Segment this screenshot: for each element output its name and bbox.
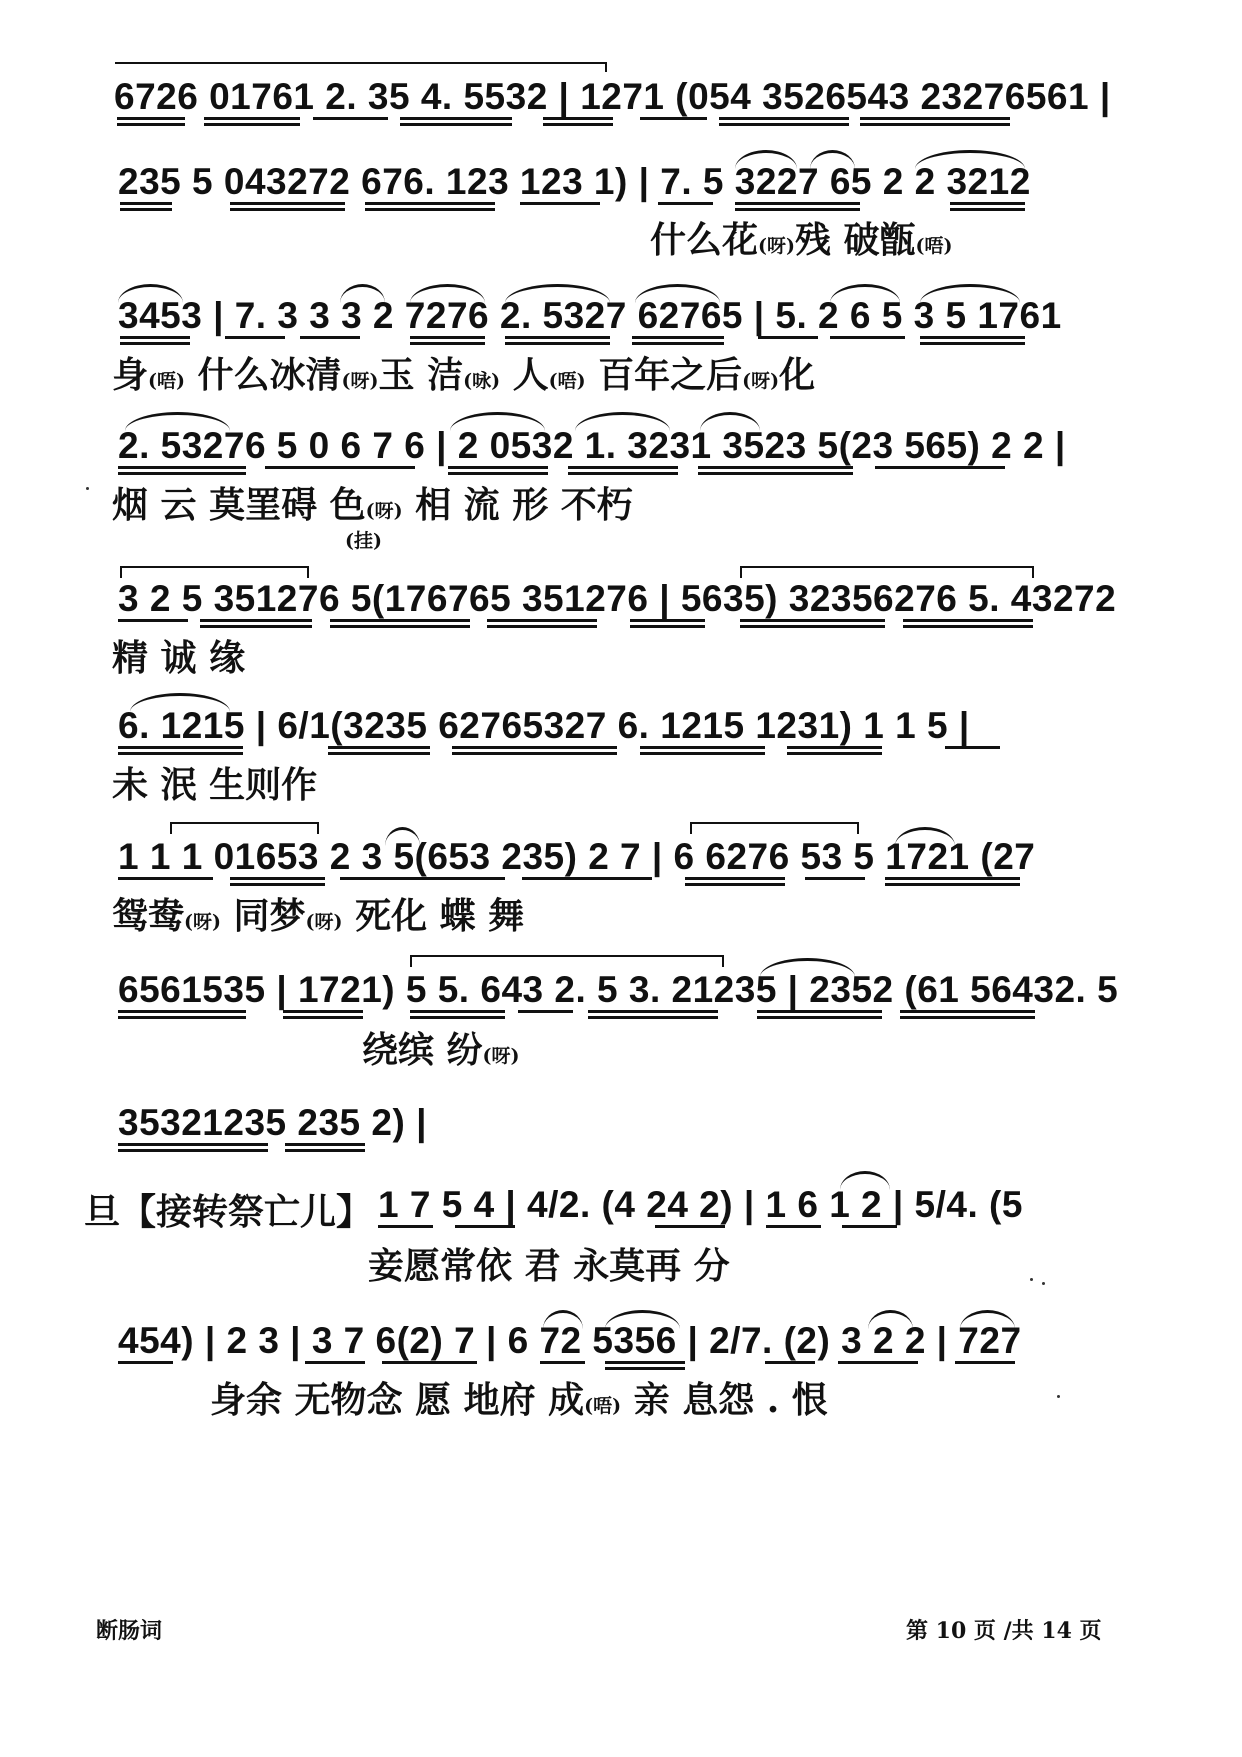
lyric-line (112, 895, 525, 937)
underline (365, 208, 495, 211)
underline (118, 746, 243, 749)
underline (365, 202, 495, 205)
underline (230, 883, 325, 886)
underline (200, 619, 312, 622)
underline (885, 877, 1020, 880)
underline (487, 619, 597, 622)
underline (945, 746, 1000, 749)
scan-speck (1057, 1395, 1060, 1398)
lyric-line (362, 1029, 520, 1071)
underline (487, 625, 597, 628)
lyric-text: 身余 无物念 愿 地府 成(唔) 亲 息怨 . 恨 (210, 1379, 828, 1421)
underline (719, 117, 849, 120)
underline (630, 625, 705, 628)
underline (452, 746, 617, 749)
lyric-line (112, 764, 318, 806)
underline (265, 466, 415, 469)
underline (117, 117, 185, 120)
lyric-text: 妾愿常依 君 永莫再 分 (368, 1245, 730, 1287)
notation-line (118, 297, 1062, 334)
underline (328, 746, 430, 749)
lyric-text: 绕缤 纷(呀) (362, 1029, 520, 1071)
notation-text: 3 2 5 351276 5(176765 351276 | 5635) 32356276 5. 43272 (118, 578, 1117, 619)
notation-line (118, 1104, 427, 1141)
underline (698, 472, 853, 475)
underline (735, 208, 860, 211)
underline (698, 466, 853, 469)
tie-bracket (115, 62, 607, 72)
underline (838, 1361, 918, 1364)
notation-text: 1 1 1 01653 2 3 5(653 235) 2 7 | 6 6276 53 5 1721 (27 (118, 836, 1036, 877)
underline (805, 877, 865, 880)
lyric-text: 鸳鸯(呀) 同梦(呀) 死化 蝶 舞 (112, 895, 525, 937)
underline (955, 1361, 1015, 1364)
underline (842, 1225, 897, 1228)
underline (200, 625, 312, 628)
notation-line (118, 971, 1118, 1008)
underline (410, 1016, 505, 1019)
underline (540, 1361, 585, 1364)
tie-bracket (120, 566, 309, 578)
scan-speck (1030, 1278, 1033, 1281)
lyric-line (210, 1379, 828, 1421)
underline (685, 877, 785, 880)
underline (787, 746, 882, 749)
notation-line (118, 163, 1031, 200)
notation-text: 454) | 2 3 | 3 7 6(2) 7 | 6 72 5356 | 2/7. (2) 3 2 2 | 727 (118, 1320, 1022, 1361)
underline (588, 1010, 718, 1013)
notation-text: 3453 | 7. 3 3 3 2 7276 2. 5327 62765 | 5. 2 6 5 3 5 1761 (118, 295, 1062, 336)
scan-speck (86, 487, 89, 490)
underline (283, 1016, 363, 1019)
underline (505, 342, 610, 345)
underline (230, 877, 325, 880)
underline (378, 1225, 433, 1228)
underline (283, 1010, 363, 1013)
notation-line (118, 580, 1116, 617)
lyric-line (650, 219, 953, 261)
underline (766, 1225, 821, 1228)
underline (640, 746, 765, 749)
lyric-text: 精 诚 缘 (112, 637, 246, 679)
underline (860, 123, 1010, 126)
lyric-line (112, 484, 633, 526)
underline (757, 1010, 882, 1013)
underline (120, 336, 190, 339)
underline (520, 202, 600, 205)
underline (588, 1016, 718, 1019)
tie-bracket (170, 822, 319, 834)
underline (120, 342, 190, 345)
notation-text: 1 7 5 4 | 4/2. (4 24 2) | 1 6 1 2 | 5/4. (5 (378, 1184, 1023, 1225)
underline (900, 1016, 1035, 1019)
underline (120, 202, 172, 205)
notation-line (118, 427, 1066, 464)
underline (118, 472, 246, 475)
underline (860, 117, 1010, 120)
notation-line (378, 1186, 1023, 1223)
lyric-text: 烟 云 莫罣碍 色(呀) 相 流 形 不朽 (112, 484, 633, 526)
underline (632, 336, 724, 339)
underline (300, 336, 360, 339)
underline (118, 1016, 246, 1019)
underline (900, 1010, 1035, 1013)
lyric-annotation: (挂) (345, 530, 382, 552)
underline (118, 466, 246, 469)
notation-line (118, 838, 1035, 875)
underline (120, 208, 172, 211)
underline (787, 752, 882, 755)
underline (875, 466, 1005, 469)
footer-title: 断肠词 (96, 1618, 163, 1644)
tie-bracket (740, 566, 1034, 578)
lyric-text: 未 泯 生则作 (112, 764, 318, 806)
underline (765, 1361, 815, 1364)
underline (740, 625, 885, 628)
underline (400, 123, 512, 126)
underline (285, 1143, 365, 1146)
underline (735, 202, 860, 205)
underline (950, 208, 1025, 211)
underline (230, 208, 345, 211)
underline (448, 466, 548, 469)
underline (605, 1367, 685, 1370)
underline (410, 342, 485, 345)
notation-text: 6561535 | 1721) 5 5. 643 2. 5 3. 21235 | 2352 (61 56432. 5 (118, 969, 1119, 1010)
underline (903, 625, 1033, 628)
underline (630, 619, 705, 622)
underline (605, 1361, 685, 1364)
underline (885, 883, 1020, 886)
underline (340, 877, 505, 880)
underline (285, 1149, 365, 1152)
scan-speck (1042, 1282, 1045, 1285)
underline (448, 472, 548, 475)
lyric-line (112, 354, 816, 396)
underline (452, 752, 617, 755)
underline (118, 1361, 173, 1364)
lyric-line (112, 637, 246, 679)
notation-text: 2. 53276 5 0 6 7 6 | 2 0532 1. 3231 3523 5(23 565) 2 2 | (118, 425, 1066, 466)
underline (658, 202, 713, 205)
underline (655, 1225, 725, 1228)
underline (758, 336, 818, 339)
underline (920, 336, 1025, 339)
underline (568, 466, 678, 469)
notation-line (114, 78, 1111, 115)
notation-line (118, 1322, 1022, 1359)
notation-text: 35321235 235 2) | (118, 1102, 427, 1143)
underline (118, 1149, 268, 1152)
underline (543, 123, 613, 126)
underline (518, 1010, 573, 1013)
section-label: 旦【接转祭亡儿】 (84, 1192, 373, 1233)
notation-text: 6726 01761 2. 35 4. 5532 | 1271 (054 3526543 23276561 | (114, 76, 1111, 117)
underline (505, 336, 610, 339)
underline (830, 336, 905, 339)
underline (225, 336, 285, 339)
underline (118, 619, 188, 622)
lyric-line (368, 1245, 730, 1287)
underline (305, 1361, 365, 1364)
tie-bracket (410, 955, 724, 967)
underline (543, 117, 613, 120)
lyric-text: 什么花(呀)残 破甑(唔) (650, 219, 953, 261)
underline (410, 336, 485, 339)
underline (903, 619, 1033, 622)
underline (230, 202, 345, 205)
underline (382, 1361, 477, 1364)
notation-text: 235 5 043272 676. 123 123 1) | 7. 5 3227 65 2 2 3212 (118, 161, 1031, 202)
underline (117, 123, 185, 126)
underline (719, 123, 849, 126)
underline (632, 342, 724, 345)
underline (330, 619, 470, 622)
underline (685, 883, 785, 886)
underline (118, 877, 213, 880)
lyric-text: 身(唔) 什么冰清(呀)玉 洁(咏) 人(唔) 百年之后(呀)化 (112, 354, 816, 396)
underline (640, 117, 707, 120)
underline (118, 1143, 268, 1146)
underline (204, 123, 300, 126)
underline (950, 202, 1025, 205)
underline (118, 752, 243, 755)
notation-text: 6. 1215 | 6/1(3235 62765327 6. 1215 1231) 1 1 5 | (118, 705, 970, 746)
underline (920, 342, 1025, 345)
underline (328, 752, 430, 755)
underline (640, 752, 765, 755)
underline (400, 117, 512, 120)
footer-page-number: 第 10 页 /共 14 页 (906, 1618, 1102, 1644)
notation-line (118, 707, 970, 744)
underline (204, 117, 300, 120)
tie-bracket (690, 822, 859, 834)
underline (313, 117, 388, 120)
underline (118, 1010, 246, 1013)
underline (410, 1010, 505, 1013)
underline (757, 1016, 882, 1019)
underline (455, 1225, 515, 1228)
underline (740, 619, 885, 622)
underline (568, 472, 678, 475)
underline (522, 877, 652, 880)
underline (330, 625, 470, 628)
